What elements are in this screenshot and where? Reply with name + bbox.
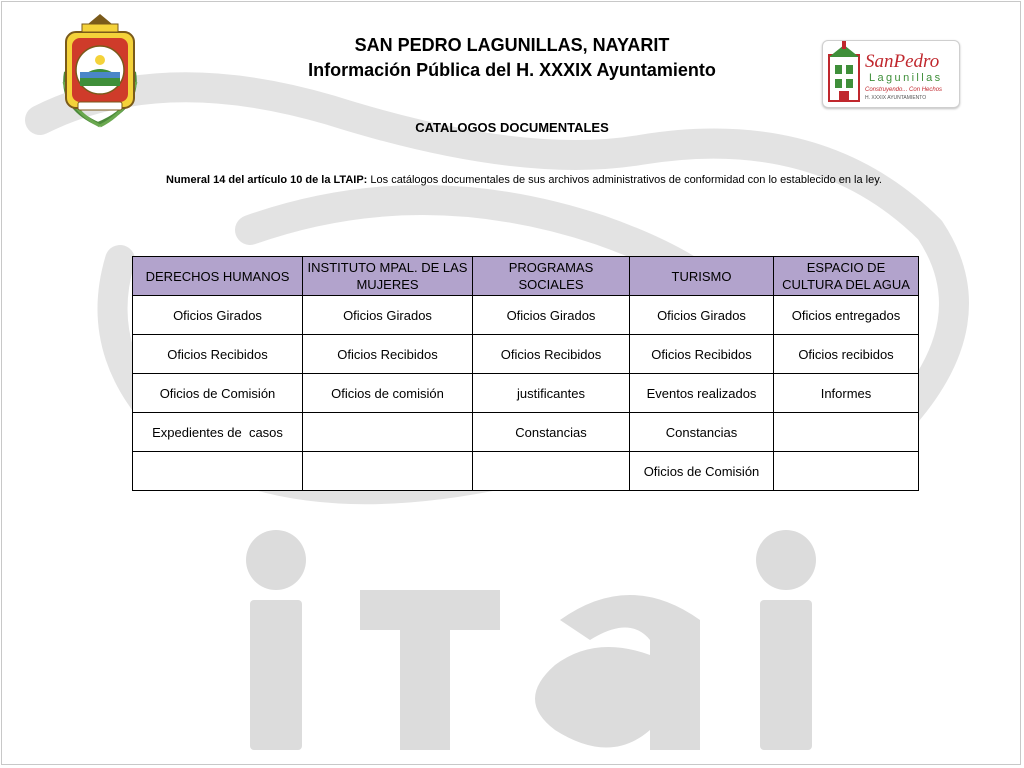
table-header-row xyxy=(133,257,919,296)
column-header: INSTITUTO MPAL. DE LAS MUJERES xyxy=(303,257,473,296)
table-cell xyxy=(303,413,473,452)
logo-line-3: Construyendo... Con Hechos xyxy=(865,87,943,93)
table-row xyxy=(133,452,919,491)
table-cell: Oficios Recibidos xyxy=(133,335,303,374)
table-row xyxy=(133,335,919,374)
table-row xyxy=(133,413,919,452)
table-cell: Oficios Girados xyxy=(473,296,630,335)
table-cell: Oficios recibidos xyxy=(774,335,919,374)
column-header: ESPACIO DE CULTURA DEL AGUA xyxy=(774,257,919,296)
intro-text: Los catálogos documentales de sus archivos administrativos de conformidad con lo establecido en la ley. xyxy=(367,174,882,186)
column-header: TURISMO xyxy=(630,257,774,296)
table-cell: Eventos realizados xyxy=(630,374,774,413)
table-cell: Oficios Recibidos xyxy=(303,335,473,374)
catalog-table xyxy=(132,256,919,491)
table-cell xyxy=(303,452,473,491)
column-header: DERECHOS HUMANOS xyxy=(133,257,303,296)
table-cell: Oficios de comisión xyxy=(303,374,473,413)
table-cell xyxy=(133,452,303,491)
table-cell: Oficios de Comisión xyxy=(630,452,774,491)
table-cell: Oficios Girados xyxy=(133,296,303,335)
table-cell xyxy=(774,413,919,452)
table-cell xyxy=(774,452,919,491)
table-cell: Oficios entregados xyxy=(774,296,919,335)
intro-bold-label: Numeral 14 del artículo 10 de la LTAIP: xyxy=(166,174,368,186)
table-cell: Constancias xyxy=(630,413,774,452)
table-cell xyxy=(473,452,630,491)
column-header: PROGRAMAS SOCIALES xyxy=(473,257,630,296)
table-cell: Oficios Recibidos xyxy=(630,335,774,374)
logo-line-2: Lagunillas xyxy=(869,72,943,84)
table-row xyxy=(133,296,919,335)
table-cell: Oficios Girados xyxy=(303,296,473,335)
section-title: CATALOGOS DOCUMENTALES xyxy=(415,120,609,135)
logo-line-1: SanPedro xyxy=(865,51,940,72)
logo-line-4: H. XXXIX AYUNTAMIENTO xyxy=(865,95,927,101)
intro-paragraph xyxy=(0,174,1024,186)
table-cell: justificantes xyxy=(473,374,630,413)
table-cell: Oficios Recibidos xyxy=(473,335,630,374)
page-subtitle: Información Pública del H. XXXIX Ayuntamiento xyxy=(308,60,716,80)
page-title: SAN PEDRO LAGUNILLAS, NAYARIT xyxy=(354,35,670,55)
table-cell: Expedientes de casos xyxy=(133,413,303,452)
table-cell: Oficios Girados xyxy=(630,296,774,335)
table-cell: Constancias xyxy=(473,413,630,452)
table-cell: Informes xyxy=(774,374,919,413)
table-cell: Oficios de Comisión xyxy=(133,374,303,413)
table-row xyxy=(133,374,919,413)
